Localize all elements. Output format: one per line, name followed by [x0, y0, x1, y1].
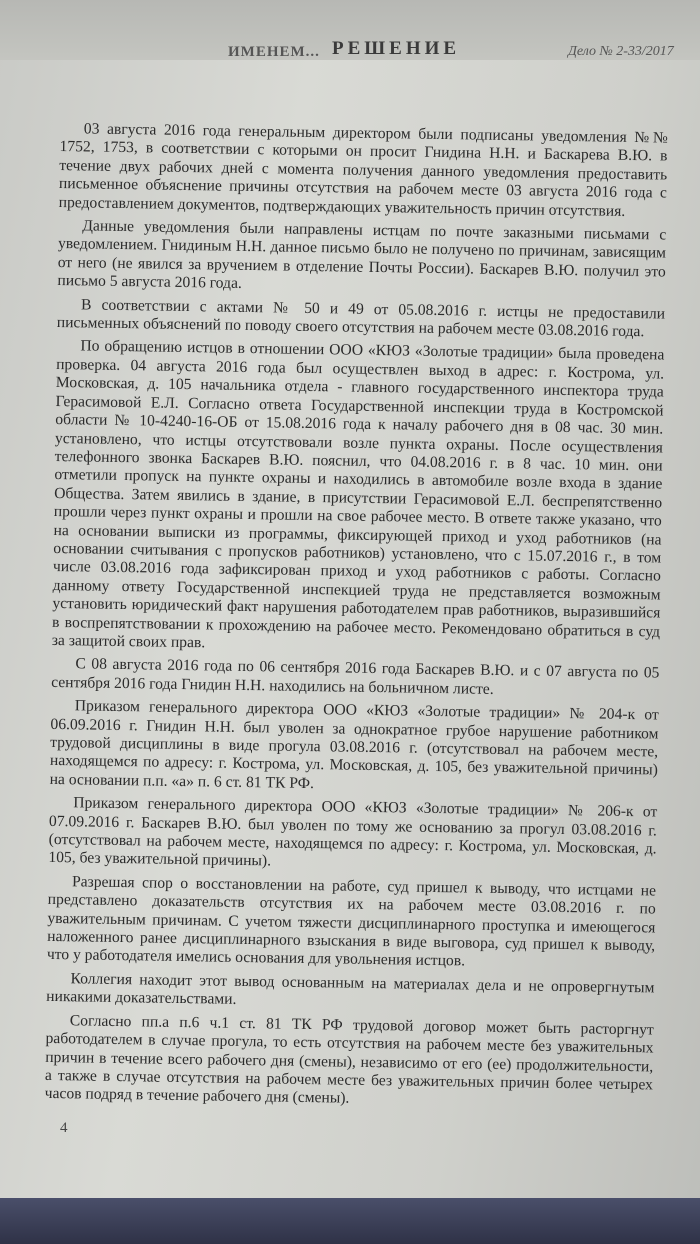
background-surface [0, 1198, 700, 1244]
document-body [44, 120, 667, 1118]
paragraph: Согласно пп.а п.6 ч.1 ст. 81 ТК РФ трудовой договор может быть расторгнут работодателем в случае прогула, то есть отсутствия на рабочем месте без уважительных причин в течение всего рабочего дня (смены), независимо от его (ее) продолжительности, а также в случае отсутствия на рабочем месте без уважительных причин более четырех часов подряд в течение рабочего дня (смены). [44, 1011, 654, 1107]
document-header [0, 38, 700, 78]
paragraph: Данные уведомления были направлены истцам по почте заказными письмами с уведомлением. Гнидиным Н.Н. данное письмо было не получено по причинам, зависящим от него (не явился за вручением в отделение Почты России). Баскарев В.Ю. получил это письмо 5 августа 2016 года. [57, 217, 667, 293]
paragraph: Приказом генерального директора ООО «КЮЗ «Золотые традиции» № 206-к от 07.09.2016 г. Баскарев В.Ю. был уволен по тому же основанию за прогул 03.08.2016 г. (отсутствовал на рабочем месте, находящемся по адресу: г. Кострома, ул. Московская, д. 105, без уважительной причины). [48, 794, 658, 870]
paragraph: По обращению истцов в отношении ООО «КЮЗ «Золотые традиции» была проведена проверка. 04 августа 2016 года был осуществлен выход в адрес: г. Кострома, ул. Московская, д. 105 начальника отдела - главного государственного инспектора труда Герасимовой Е.Л. Согласно ответа Государственной инспекции труда в Костромской области № 10-4240-16-ОБ от 15.08.2016 года к началу рабочего дня в 08 час. 30 мин. установлено, что истцы отсутствовали возле пункта охраны. После осуществления телефонного звонка Баскарев В.Ю. пояснил, что 04.08.2016 г. в 8 час. 10 мин. они отметили пропуск на пункте охраны и находились в автомобиле возле входа в здание Общества. Затем явились в здание, в присутствии Герасимовой Е.Л. беспрепятственно прошли через пункт охраны и прошли на свое рабочее место. В ответе также указано, что на основании выписки из программы, фиксирующей приход и уход работников (на основании считывания с пропусков работников) установлено, что с 15.07.2016 г., в том числе 03.08.2016 года зафиксирован приход и уход работников с работы. Согласно данному ответу Государственной инспекцией труда не представляется возможным установить юридический факт нарушения работодателем прав работников, выразившийся в воспрепятствовании к прохождению на рабочее место. Рекомендовано обратиться в суд за защитой своих прав. [51, 337, 665, 652]
document-title: РЕШЕНИЕ [332, 38, 461, 59]
paragraph: В соответствии с актами № 50 и 49 от 05.08.2016 г. истцы не предоставили письменных объяснений по поводу своего отсутствия на рабочем месте 03.08.2016 года. [56, 296, 666, 341]
paragraph: Приказом генерального директора ООО «КЮЗ «Золотые традиции» № 204-к от 06.09.2016 г. Гнидин Н.Н. был уволен за однократное грубое нарушение работником трудовой дисциплины в виде прогула 03.08.2016 г. (отсутствовал на рабочем месте, находящемся по адресу: г. Кострома, ул. Московская, д. 105, без уважительной причины) на основании п.п. «а» п. 6 ст. 81 ТК РФ. [49, 697, 659, 792]
paragraph: Разрешая спор о восстановлении на работе, суд пришел к выводу, что истцами не представлено доказательств отсутствия их на рабочем месте 03.08.2016 г. по уважительным причинам. С учетом тяжести дисциплинарного проступка и имеющегося наложенного ранее дисциплинарного взыскания в виде выговора, суд пришел к выводу, что у работодателя имелись основания для увольнения истцов. [46, 873, 657, 970]
case-number: Дело № 2-33/2017 [568, 44, 674, 59]
paragraph: Коллегия находит этот вывод основанным на материалах дела и не опровергнутым никакими доказательствами. [46, 970, 655, 1009]
header-name-fragment: ИМЕНЕМ... [228, 44, 320, 60]
paragraph: С 08 августа 2016 года по 06 сентября 2016 года Баскарев В.Ю. и с 07 августа по 05 сентября 2016 года Гнидин Н.Н. находились на больничном листе. [51, 655, 660, 698]
paragraph: 03 августа 2016 года генеральным директором были подписаны уведомления №№ 1752, 1753, в соответствии с которыми он просит Гнидина Н.Н. и Баскарева В.Ю. в течение двух рабочих дней с момента получения данного уведомления предоставить письменное объяснение причины отсутствия на рабочем месте 03 августа 2016 года с предоставлением документов, подтверждающих уважительность причин отсутствия. [58, 120, 668, 220]
page-number: 4 [60, 1120, 68, 1136]
